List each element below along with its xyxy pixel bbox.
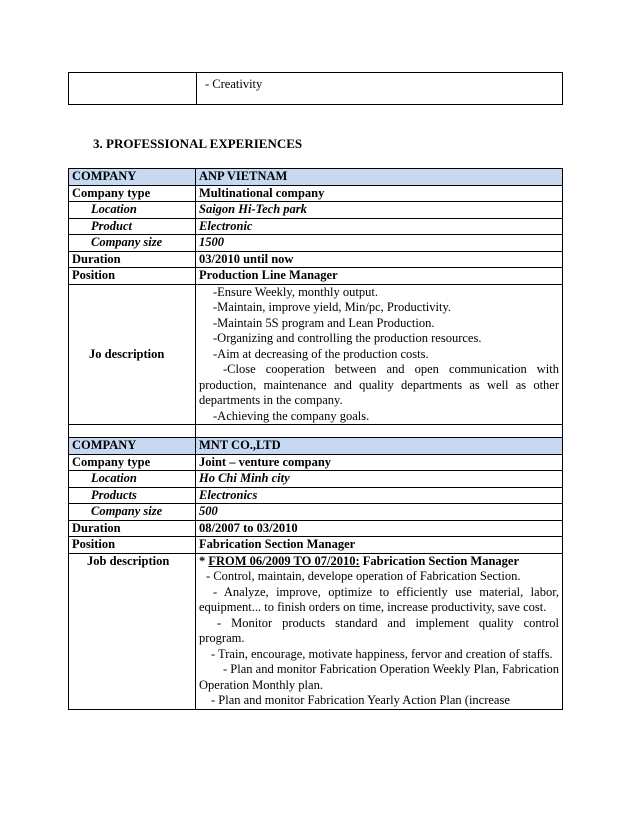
experience-table-anp [68, 168, 563, 440]
duty-line: -Organizing and controlling the production resources. [213, 331, 482, 345]
duty-line: - Train, encourage, motivate happiness, fervor and creation of staffs. [211, 646, 553, 661]
company-size-value: 500 [196, 504, 563, 521]
job-description-row [69, 284, 563, 425]
location-label: Location [69, 202, 196, 219]
job-description-row [69, 553, 563, 709]
company-header-row [69, 438, 563, 455]
company-size-label: Company size [69, 235, 196, 252]
skills-table-tail [68, 72, 563, 105]
company-size-value: 1500 [196, 235, 563, 252]
position-row [69, 268, 563, 285]
product-label: Product [69, 218, 196, 235]
company-size-label: Company size [69, 504, 196, 521]
company-label: COMPANY [69, 438, 196, 455]
product-label: Products [69, 487, 196, 504]
company-name: MNT CO.,LTD [196, 438, 563, 455]
location-label: Location [69, 471, 196, 488]
duty-line: -Ensure Weekly, monthly output. [213, 284, 378, 299]
section-heading: 3. PROFESSIONAL EXPERIENCES [93, 136, 303, 151]
position-value: Fabrication Section Manager [196, 537, 563, 554]
location-value: Ho Chi Minh city [196, 471, 563, 488]
company-type-label: Company type [69, 185, 196, 202]
duty-line: - Plan and monitor Fabrication Operation Weekly Plan, Fabrication Operation Monthly plan. [199, 662, 559, 692]
job-description-label: Jo description [69, 284, 196, 425]
product-value: Electronics [196, 487, 563, 504]
duty-line: -Aim at decreasing of the production costs. [213, 346, 429, 361]
duty-line: - Control, maintain, develope operation of Fabrication Section. [206, 569, 521, 583]
duration-row [69, 251, 563, 268]
skill-item-creativity: - Creativity [205, 77, 263, 91]
duty-line: -Close cooperation between and open communication with production, maintenance and quality departments as well as other departments in the company. [199, 362, 559, 407]
duration-value: 08/2007 to 03/2010 [196, 520, 563, 537]
position-label: Position [69, 268, 196, 285]
location-row [69, 202, 563, 219]
duty-line: - Plan and monitor Fabrication Yearly Action Plan (increase [211, 693, 510, 707]
company-size-row [69, 504, 563, 521]
job-description-label: Job description [69, 553, 196, 709]
company-type-label: Company type [69, 454, 196, 471]
duty-line: -Maintain 5S program and Lean Production. [213, 315, 435, 330]
column-divider [196, 73, 197, 104]
duty-line: -Achieving the company goals. [213, 408, 370, 423]
location-value: Saigon Hi-Tech park [196, 202, 563, 219]
company-size-row [69, 235, 563, 252]
product-value: Electronic [196, 218, 563, 235]
product-row [69, 218, 563, 235]
duration-value: 03/2010 until now [196, 251, 563, 268]
job-description-text [196, 553, 563, 709]
company-label: COMPANY [69, 169, 196, 186]
duration-row [69, 520, 563, 537]
duty-line: -Maintain, improve yield, Min/pc, Productivity. [213, 300, 452, 314]
company-type-value: Multinational company [196, 185, 563, 202]
role-period: FROM 06/2009 TO 07/2010: [208, 553, 360, 568]
job-description-text [196, 284, 563, 425]
duty-line: - Analyze, improve, optimize to efficiently use material, labor, equipment... to finish orders on time, increase productivity, save cost. [199, 584, 559, 614]
product-row [69, 487, 563, 504]
company-type-row [69, 185, 563, 202]
location-row [69, 471, 563, 488]
position-label: Position [69, 537, 196, 554]
role-period-line [199, 554, 559, 570]
duration-label: Duration [69, 251, 196, 268]
company-type-value: Joint – venture company [196, 454, 563, 471]
company-header-row [69, 169, 563, 186]
role-title: Fabrication Section Manager [359, 553, 520, 568]
bullet-marker: * [199, 553, 209, 568]
position-value: Production Line Manager [196, 268, 563, 285]
company-name: ANP VIETNAM [196, 169, 563, 186]
duty-line: - Monitor products standard and implement quality control program. [199, 615, 559, 645]
duration-label: Duration [69, 520, 196, 537]
position-row [69, 537, 563, 554]
company-type-row [69, 454, 563, 471]
experience-table-mnt [68, 437, 563, 710]
